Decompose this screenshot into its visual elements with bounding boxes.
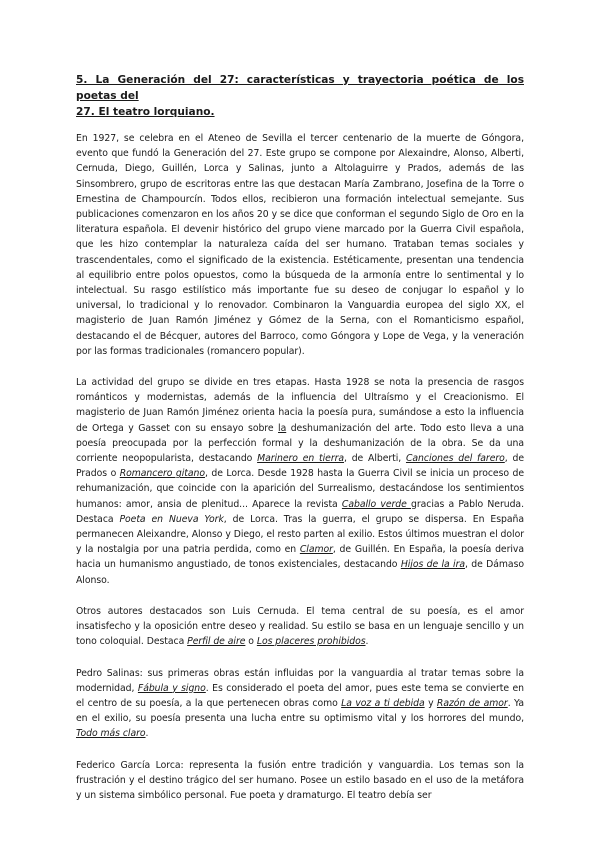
underlined-word: la xyxy=(278,422,287,434)
text-run: . Todo esto lleva a una poesía preocupada por la perfección formal y la deshumanización de la obra. Se da una corriente neopopularista, destacando xyxy=(76,422,524,465)
section-heading xyxy=(76,72,524,120)
text-run: , de Lorca. Tras la guerra, el grupo se dispersa. En España permanecen Aleixandre, Alonso y Diego, el resto parten al exilio. Estos últimos muestran el dolor y la nostalgia por una patria perdida, como en xyxy=(76,513,524,556)
paragraph-salinas xyxy=(76,666,524,742)
paragraph-intro: En 1927, se celebra en el Ateneo de Sevilla el tercer centenario de la muerte de Góngora, evento que fundó la Generación del 27. Este grupo se compone por Alexaindre, Alonso, Alberti, Cernuda, Diego, Guillén, Lorca y Salinas, junto a Altolaguirre y Prados, además de las Sinsombrero, grupo de escritoras entre las que destacan María Zambrano, Josefina de la Torre o Ernestina de Champourcín. Todos ellos, recibieron una formación intelectual semejante. Sus publicaciones comenzaron en los años 20 y se dice que conforman el segundo Siglo de Oro en la literatura española. El devenir histórico del grupo viene marcado por la Guerra Civil española, que les hizo contemplar la naturaleza caída del ser humano. Trataban temas sociales y trascendentales, como el significado de la existencia. Estéticamente, presentan una tendencia al equilibrio entre polos opuestos, como la búsqueda de la armonía entre lo sentimental y lo intelectual. Su rasgo estilístico más importante fue su deseo de conjugar lo español y lo universal, lo tradicional y lo renovador. Combinaron la Vanguardia europea del siglo XX, el magisterio de Juan Ramón Jiménez y Gómez de la Serna, con el Romanticismo español, destacando el de Bécquer, autores del Barroco, como Góngora y Lope de Vega, y la veneración por las formas tradicionales (romancero popular). xyxy=(76,133,524,357)
work-title: Canciones del farero xyxy=(405,453,505,465)
text-run: . xyxy=(145,728,149,740)
text-run: . Ya en el exilio, su poesía presenta una lucha entre su optimismo vital y los horrores del mundo, xyxy=(76,697,524,725)
text-run: , de Lorca. Desde 1928 hasta la Guerra Civil se inicia un proceso de rehumanización, que coincide con la aparición del Surrealismo, destacándose los sentimientos humanos: amor, ansia de plenitud... Aparece la revista xyxy=(76,468,525,510)
text-run: , de Alberti, xyxy=(344,453,406,465)
text-run: La actividad del grupo se divide en tres etapas. Hasta 1928 se nota la presencia de rasgos románticos y modernistas, además de la influencia del Ultraísmo y el Creacionismo. El magisterio de Juan Ramón Jiménez orienta hacia la poesía pura, sumándose a esto la influencia de Ortega y Gasset con su ensayo sobre xyxy=(76,377,524,434)
text-run: deshumanización del arte xyxy=(286,422,413,434)
work-title: Clamor xyxy=(299,544,333,556)
text-run: o xyxy=(245,636,257,648)
work-title: La voz a ti debida xyxy=(341,697,425,709)
text-run: gracias a Pablo Neruda. Destaca xyxy=(76,498,524,525)
work-title: Romancero gitano xyxy=(119,468,205,480)
text-run: Pedro Salinas: sus primeras obras están influidas por la vanguardia al tratar temas sobre la modernidad, xyxy=(76,667,524,694)
work-title: Marinero en tierra xyxy=(257,453,345,465)
work-title: Todo más claro xyxy=(76,728,146,740)
work-title: Caballo verde xyxy=(341,498,412,510)
text-run: Otros autores destacados son Luis Cernuda. El tema central de su poesía, es el amor insatisfecho y la oposición entre deseo y realidad. Su estilo se basa en un lenguaje sencillo y un tono coloquial. Destaca xyxy=(76,605,524,648)
text-run: y xyxy=(424,697,437,709)
text-run: . xyxy=(365,636,369,648)
paragraph-stages xyxy=(76,375,524,588)
work-title: Poeta en Nueva York xyxy=(119,513,224,525)
work-title: Hijos de la ira xyxy=(400,559,466,571)
text-run: , de Dámaso Alonso. xyxy=(76,559,525,586)
text-run: . Es considerado el poeta del amor, pues este tema se convierte en el centro de su poesía, a la que pertenecen obras como xyxy=(76,682,524,709)
work-title: Fábula y signo xyxy=(137,682,206,694)
work-title: Razón de amor xyxy=(436,697,508,709)
heading-line-2: 27. El teatro lorquiano. xyxy=(76,106,215,118)
work-title: Perfil de aire xyxy=(187,636,246,648)
paragraph-cernuda xyxy=(76,604,524,650)
paragraph-lorca: Federico García Lorca: representa la fusión entre tradición y vanguardia. Los temas son la frustración y el destino trágico del ser humano. Posee un estilo basado en el uso de la metáfora y un sistema simbólico personal. Fue poeta y dramaturgo. El teatro debía ser xyxy=(76,759,524,801)
text-run: , de Prados o xyxy=(76,453,524,480)
text-run: , de Guillén. En España, la poesía deriva hacia un humanismo angustiado, de tonos existenciales, destacando xyxy=(76,544,524,571)
heading-line-1: 5. La Generación del 27: características y trayectoria poética de los poetas del xyxy=(76,74,524,102)
work-title: Los placeres prohibidos xyxy=(256,636,366,648)
